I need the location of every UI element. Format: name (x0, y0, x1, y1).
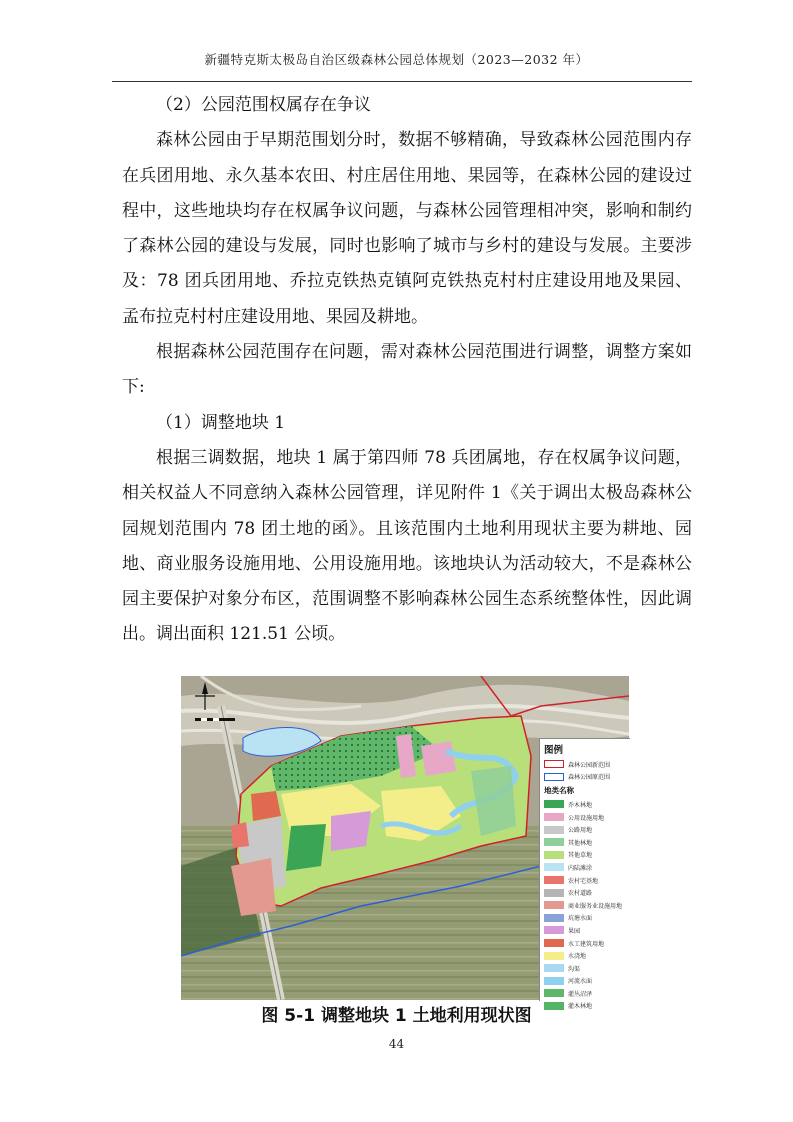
legend-item (544, 886, 630, 899)
legend-label: 森林公园原范围 (568, 774, 611, 782)
legend-label: 乔木林地 (568, 801, 593, 809)
paragraph-dispute-description: 森林公园由于早期范围划分时，数据不够精确，导致森林公园范围内存在兵团用地、永久基本农田、村庄居住用地、果园等，在森林公园的建设过程中，这些地块均存在权属争议问题，与森林公园管理相冲突，影响和制约了森林公园的建设与发展，同时也影响了城市与乡村的建设与发展。主要涉及：78 团兵团用地、乔拉克铁热克镇阿克铁热克村村庄建设用地及果园、孟布拉克村村庄建设用地、果园及耕地。 (122, 130, 692, 327)
legend-item (544, 849, 630, 862)
legend-label: 果园 (568, 927, 581, 935)
legend-item (544, 937, 630, 950)
legend-item (544, 811, 630, 824)
legend-swatch (544, 760, 564, 768)
legend-swatch (544, 838, 564, 846)
legend-label: 森林公园新范围 (568, 761, 611, 769)
legend-item (544, 949, 630, 962)
legend-swatch (544, 964, 564, 972)
legend-label: 农村道路 (568, 890, 593, 898)
legend-swatch (544, 977, 564, 985)
header-rule (112, 81, 692, 82)
section-heading-plot-1: （1）调整地块 1 (156, 412, 286, 433)
page-number: 44 (388, 1037, 405, 1051)
legend-item (544, 874, 630, 887)
legend-items (540, 798, 630, 1012)
body-text (122, 88, 692, 653)
legend-item (544, 987, 630, 1000)
legend-label: 灌丛沼泽 (568, 990, 593, 998)
legend-swatch (544, 901, 564, 909)
legend-swatch (544, 851, 564, 859)
legend-swatch (544, 952, 564, 960)
legend-title: 图例 (544, 745, 564, 756)
legend-swatch (544, 989, 564, 997)
legend-swatch (544, 826, 564, 834)
legend-boundary-original (544, 771, 630, 784)
paragraph-plot-1-description: 根据三调数据，地块 1 属于第四师 78 兵团属地，存在权属争议问题，相关权益人不同意纳入森林公园管理，详见附件 1《关于调出太极岛森林公园规划范围内 78 团土地的函》。且该范围内土地利用现状主要为耕地、园地、商业服务设施用地、公用设施用地。该地块认为活动较大，不是森林公园主要保护对象分布区，范围调整不影响森林公园生态系统整体性，因此调出。调出面积 121.51 公顷。 (122, 447, 692, 645)
legend-label: 其他草地 (568, 852, 593, 860)
legend-swatch (544, 914, 564, 922)
legend-label: 河流水面 (568, 978, 593, 986)
legend-label: 公用设施用地 (568, 814, 605, 822)
legend-item (544, 899, 630, 912)
legend-label: 水浇地 (568, 953, 587, 961)
legend-swatch (544, 926, 564, 934)
legend-label: 内陆滩涂 (568, 864, 593, 872)
legend-item (544, 912, 630, 925)
scale-bar (195, 718, 235, 721)
legend-item (544, 975, 630, 988)
legend-label: 公路用地 (568, 827, 593, 835)
legend-swatch (544, 939, 564, 947)
legend-label: 水工建筑用地 (568, 940, 605, 948)
legend-item (544, 861, 630, 874)
legend-item (544, 836, 630, 849)
legend-swatch (544, 876, 564, 884)
figure-caption: 图 5-1 调整地块 1 土地利用现状图 (261, 1006, 532, 1026)
legend-label: 灌木林地 (568, 1003, 593, 1011)
legend-label: 沟渠 (568, 965, 581, 973)
legend-swatch (544, 800, 564, 808)
legend-item (544, 823, 630, 836)
legend-item (544, 962, 630, 975)
legend-boundary-new (544, 758, 630, 771)
legend-swatch (544, 863, 564, 871)
legend-subtitle: 地类名称 (544, 786, 574, 796)
legend-item (544, 798, 630, 811)
legend-swatch (544, 889, 564, 897)
map-legend (539, 738, 630, 1011)
legend-label: 坑塘水面 (568, 915, 593, 923)
legend-swatch (544, 813, 564, 821)
paragraph-adjustment-intro: 根据森林公园范围存在问题，需对森林公园范围进行调整，调整方案如下: (122, 342, 692, 398)
legend-swatch (544, 773, 564, 781)
running-header: 新疆特克斯太极岛自治区级森林公园总体规划（2023—2032 年） (204, 52, 589, 67)
legend-label: 农村宅基地 (568, 877, 599, 885)
section-heading-boundary-dispute: （2）公园范围权属存在争议 (156, 95, 371, 115)
legend-item (544, 924, 630, 937)
legend-label: 商业服务业设施用地 (568, 902, 623, 910)
legend-label: 其他林地 (568, 839, 593, 847)
